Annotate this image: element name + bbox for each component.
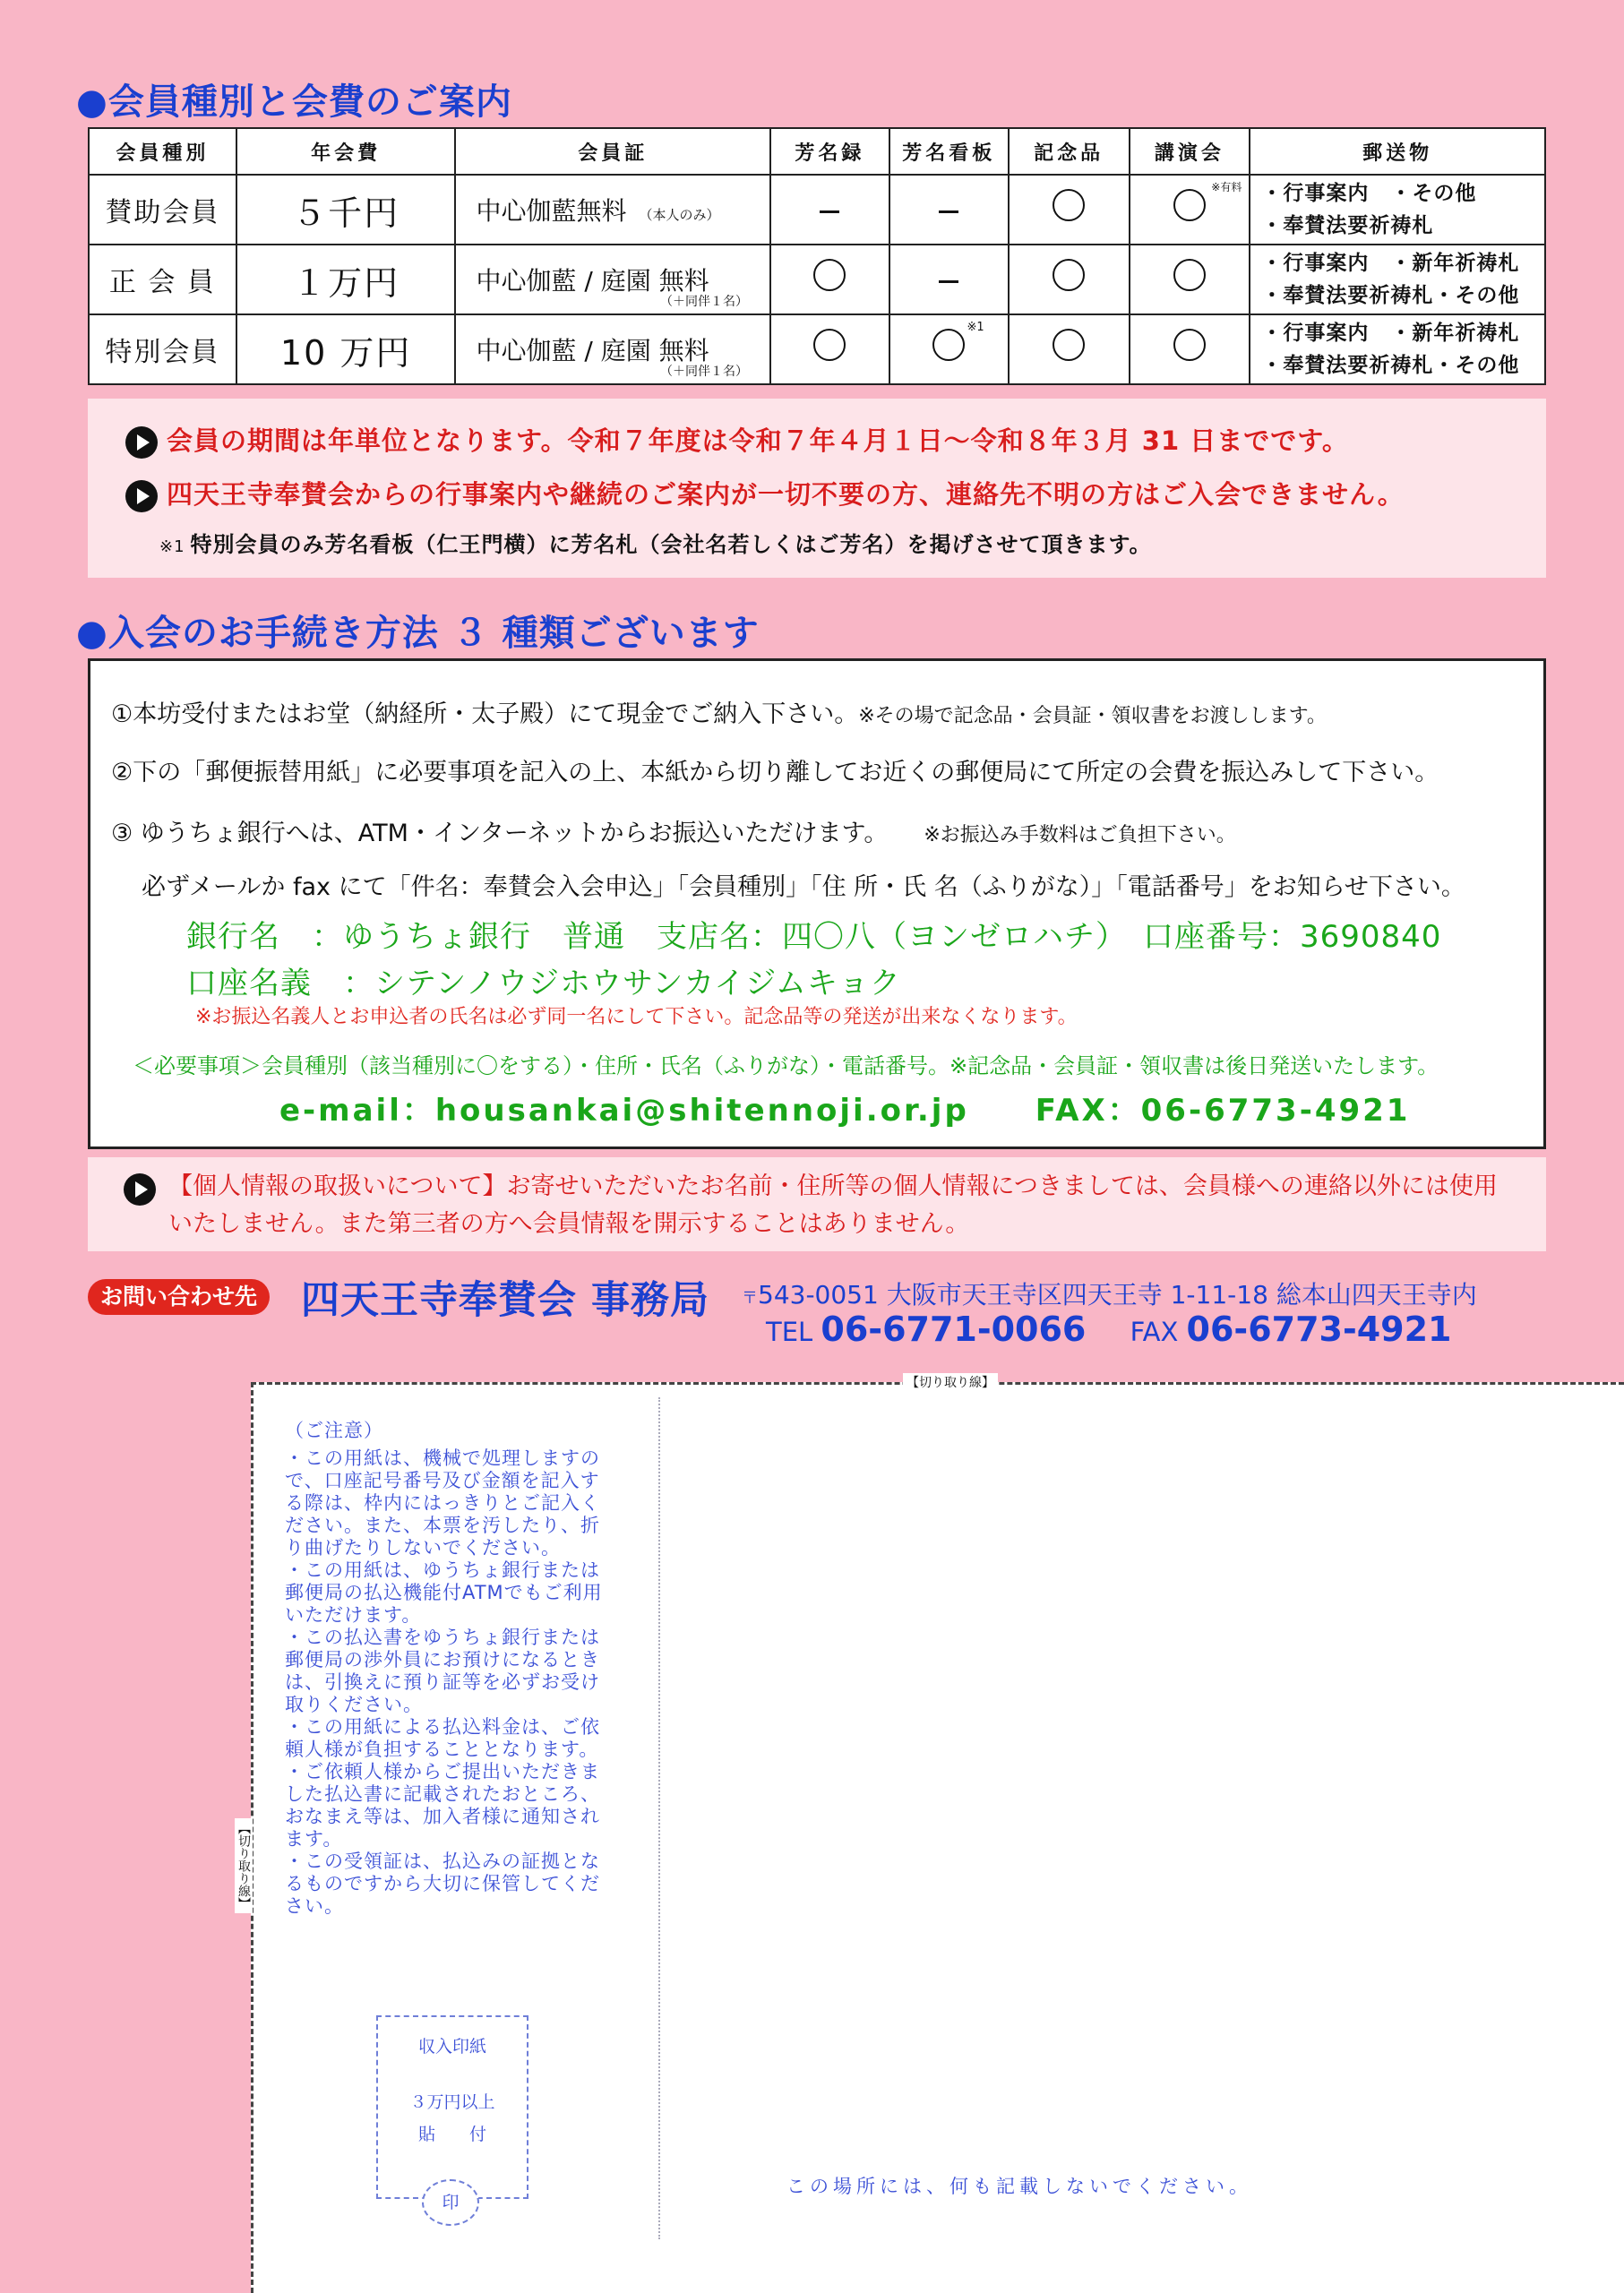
postal-mark: 〒 (742, 1289, 758, 1308)
mail-cell (1250, 175, 1545, 245)
caution-item: ・この受領証は、払込みの証拠となるものですから大切に保管してください。 (285, 1851, 600, 1917)
transfer-warning: ※お振込名義人とお申込者の氏名は必ず同一名にして下さい。記念品等の発送が出来なくなります。 (195, 1006, 1078, 1028)
circle-mark (1173, 329, 1206, 361)
procedure-3-text: ③ ゆうちょ銀行へは、ATM・インターネットからお振込いただけます。 (111, 820, 889, 847)
lecture-cell (1130, 245, 1250, 314)
member-fee: 10 万円 (236, 314, 456, 384)
cut-line-label-top: 【切り取り線】 (903, 1373, 998, 1391)
notice-period (125, 421, 1349, 459)
required-items: ＜必要事項＞会員種別（該当種別に〇をする）・住所・氏名（ふりがな）・電話番号。※記念品・会員証・領収書は後日発送いたします。 (133, 1053, 1439, 1078)
sign-cell (889, 314, 1009, 384)
table-row (89, 175, 1545, 245)
mail-line: ・行事案内 ・新年祈祷札 (1261, 322, 1520, 345)
member-type: 特別会員 (89, 314, 236, 384)
stamp-affix: 貼 付 (417, 2125, 486, 2144)
special-member-note (159, 527, 1152, 558)
header-type: 会員種別 (89, 128, 236, 175)
roster-cell (770, 175, 889, 245)
mail-cell (1250, 245, 1545, 314)
privacy-text: 【個人情報の取扱いについて】お寄せいただいたお名前・住所等の個人情報につきましては、会員様への連絡以外には使用いたしません。また第三者の方へ会員情報を開示することはありません。 (168, 1172, 1498, 1238)
gift-cell (1009, 245, 1130, 314)
header-sign: 芳名看板 (889, 128, 1009, 175)
card-text: 中心伽藍 / 庭園 無料 (476, 336, 709, 365)
table-row (89, 245, 1545, 314)
member-type: 賛助会員 (89, 175, 236, 245)
header-roster: 芳名録 (770, 128, 889, 175)
caution-item: ・ご依頼人様からご提出いただきました払込書に記載されたおところ、おなまえ等は、加入者様に通知されます。 (285, 1761, 600, 1850)
header-gift: 記念品 (1009, 128, 1130, 175)
gift-cell (1009, 175, 1130, 245)
email-fax: e-mail：housankai@shitennoji.or.jp FAX：06-6773-4921 (279, 1093, 1411, 1129)
table-row (89, 314, 1545, 384)
contact-badge: お問い合わせ先 (88, 1279, 270, 1315)
fax-label: FAX (1130, 1317, 1179, 1347)
caution-item: ・この用紙は、機械で処理しますので、口座記号番号及び金額を記入する際は、枠内にはっきりとご記入ください。また、本票を汚したり、折り曲げたりしないでください。 (285, 1447, 600, 1559)
arrow-right-icon (125, 426, 158, 459)
tel-label: TEL (766, 1317, 813, 1347)
contact-name: 四天王寺奉賛会 事務局 (301, 1278, 709, 1323)
header-card: 会員証 (455, 128, 770, 175)
mail-line: ・行事案内 ・新年祈祷札 (1261, 252, 1520, 275)
procedure-2: ②下の「郵便振替用紙」に必要事項を記入の上、本紙から切り離してお近くの郵便局にて所定の会費を振込みして下さい。 (111, 759, 1439, 786)
bank-info: 銀行名 ：ゆうちょ銀行 普通 支店名：四〇八（ヨンゼロハチ） 口座番号：3690840 (186, 919, 1442, 955)
caution-item: ・この用紙は、ゆうちょ銀行または郵便局の払込機能付ATMでもご利用いただけます。 (285, 1559, 603, 1626)
member-fee: １万円 (236, 245, 456, 314)
caution-block (285, 1420, 618, 1918)
header-mail: 郵送物 (1250, 128, 1545, 175)
mail-line: ・行事案内 ・その他 (1261, 182, 1477, 205)
circle-mark (1053, 189, 1085, 221)
member-type: 正 会 員 (89, 245, 236, 314)
circle-mark (1173, 259, 1206, 291)
procedure-1 (111, 694, 1327, 729)
sign-cell (889, 245, 1009, 314)
circle-mark (1053, 259, 1085, 291)
stamp-title: 収入印紙 (417, 2037, 486, 2057)
procedure-section-title: ●入会のお手続き方法 ３ 種類ございます (76, 613, 760, 654)
dash-mark (939, 280, 958, 283)
account-holder: 口座名義 ：シテンノウジホウサンカイジムキョク (186, 966, 901, 1001)
mail-line: ・奉賛法要祈祷札・その他 (1261, 284, 1520, 307)
arrow-right-icon (124, 1173, 156, 1206)
mail-line: ・奉賛法要祈祷札 (1261, 214, 1434, 237)
card-text: 中心伽藍 / 庭園 無料 (476, 266, 709, 296)
notice-exclusion-text: 四天王寺奉賛会からの行事案内や継続のご案内が一切不要の方、連絡先不明の方はご入会できません。 (167, 479, 1405, 510)
address-text: 543-0051 大阪市天王寺区四天王寺 1-11-18 総本山四天王寺内 (758, 1280, 1477, 1310)
note-mark: ※1 (159, 537, 185, 556)
member-card (455, 175, 770, 245)
membership-section-title: ●会員種別と会費のご案内 (76, 82, 512, 123)
membership-table (88, 127, 1546, 385)
notice-period-text: 会員の期間は年単位となります。令和７年度は令和７年４月１日〜令和８年３月 31 日までです。 (167, 425, 1349, 456)
fax-number: 06-6773-4921 (1186, 1310, 1452, 1349)
lecture-note: ※有料 (1211, 181, 1242, 193)
table-header-row (89, 128, 1545, 175)
gift-cell (1009, 314, 1130, 384)
roster-cell (770, 314, 889, 384)
sign-note: ※1 (967, 321, 984, 334)
note-text: 特別会員のみ芳名看板（仁王門横）に芳名札（会社名若しくはご芳名）を掲げさせて頂きます。 (190, 532, 1152, 557)
caution-title: （ご注意） (285, 1420, 383, 1441)
procedure-3 (111, 813, 1236, 848)
stamp-threshold: ３万円以上 (409, 2092, 495, 2112)
caution-item: ・この払込書をゆうちょ銀行または郵便局の渉外員にお預けになるときは、引換えに預り証等を必ずお受け取りください。 (285, 1627, 600, 1715)
procedure-3-note: ※お振込み手数料はご負担下さい。 (924, 824, 1236, 846)
card-sub: （＋同伴１名） (660, 365, 748, 379)
dash-mark (939, 210, 958, 213)
card-note: （本人のみ） (639, 207, 720, 223)
tel-number: 06-6771-0066 (821, 1310, 1087, 1349)
circle-mark (813, 259, 846, 291)
mail-cell (1250, 314, 1545, 384)
cut-line-label-left: 【切り取り線】 (235, 1818, 253, 1913)
lecture-cell (1130, 175, 1250, 245)
circle-mark (1173, 189, 1206, 221)
lecture-cell (1130, 314, 1250, 384)
card-sub: （＋同伴１名） (660, 295, 748, 309)
seal-mark: 印 (422, 2179, 479, 2226)
circle-mark (813, 329, 846, 361)
arrow-right-icon (125, 480, 158, 512)
header-fee: 年会費 (236, 128, 456, 175)
contact-address (742, 1275, 1477, 1311)
dash-mark (820, 210, 839, 213)
procedure-1-note: ※その場で記念品・会員証・領収書をお渡しします。 (858, 705, 1327, 727)
header-lecture: 講演会 (1130, 128, 1250, 175)
mail-line: ・奉賛法要祈祷札・その他 (1261, 354, 1520, 377)
member-card (455, 314, 770, 384)
slip-divider (658, 1397, 660, 2239)
member-card (455, 245, 770, 314)
circle-mark (1053, 329, 1085, 361)
member-fee: ５千円 (236, 175, 456, 245)
roster-cell (770, 245, 889, 314)
no-write-notice: この場所には、何も記載しないでください。 (786, 2176, 1252, 2197)
privacy-box (88, 1157, 1546, 1251)
procedure-1-text: ①本坊受付またはお堂（納経所・太子殿）にて現金でご納入下さい。 (111, 700, 859, 728)
contact-phone (766, 1310, 1452, 1349)
procedure-notify: 必ずメールか fax にて「件名：奉賛会入会申込」「会員種別」「住 所・氏 名（ふりがな）」「電話番号」をお知らせ下さい。 (142, 873, 1465, 901)
sign-cell (889, 175, 1009, 245)
circle-mark (932, 329, 965, 361)
notice-exclusion (125, 475, 1405, 512)
caution-item: ・この用紙による払込料金は、ご依頼人様が負担することとなります。 (285, 1716, 600, 1760)
card-text: 中心伽藍無料 (476, 196, 627, 226)
